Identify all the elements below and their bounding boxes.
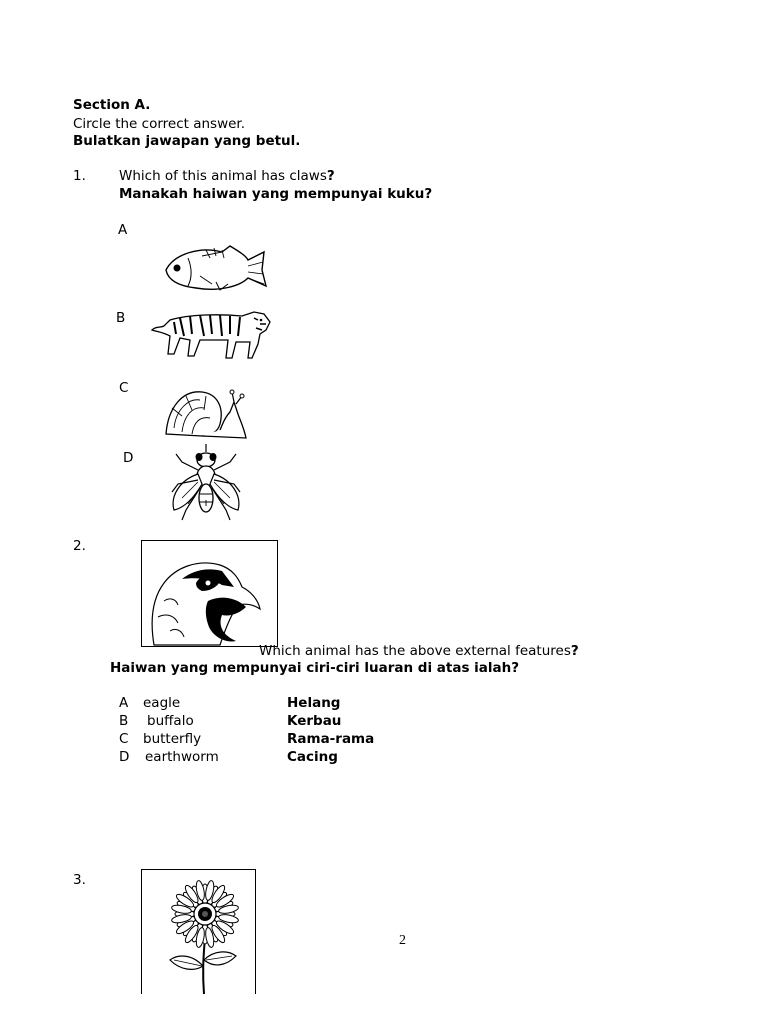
question-1-text-english: Which of this animal has claws? (119, 168, 335, 184)
answer-b-letter: B (119, 713, 129, 729)
snail-icon[interactable] (162, 388, 250, 442)
option-d-letter[interactable]: D (123, 450, 134, 466)
answer-c-english: butterfly (143, 731, 202, 747)
eagle-head-icon (142, 541, 277, 646)
question-1-number: 1. (73, 168, 86, 184)
fish-icon[interactable] (160, 238, 270, 296)
option-a-letter[interactable]: A (118, 222, 128, 238)
answer-c-malay: Rama-rama (287, 731, 375, 747)
answer-d-english: earthworm (145, 749, 219, 765)
instruction-english: Circle the correct answer. (73, 116, 246, 132)
answer-c-letter: C (119, 731, 129, 747)
instruction-malay: Bulatkan jawapan yang betul. (73, 133, 301, 149)
question-2-text-english: Which animal has the above external features? (259, 643, 579, 659)
question-2-text-malay: Haiwan yang mempunyai ciri-ciri luaran di atas ialah? (110, 660, 520, 676)
answer-a-malay: Helang (287, 695, 341, 711)
fly-icon[interactable] (168, 440, 244, 524)
answer-b-english: buffalo (147, 713, 194, 729)
option-c-letter[interactable]: C (119, 380, 129, 396)
answer-a-letter: A (119, 695, 129, 711)
option-b-letter[interactable]: B (116, 310, 126, 326)
sunflower-icon (142, 870, 255, 994)
answer-d-letter: D (119, 749, 130, 765)
question-1-text-malay: Manakah haiwan yang mempunyai kuku? (119, 186, 433, 202)
answer-b-malay: Kerbau (287, 713, 342, 729)
eagle-image-frame (141, 540, 278, 647)
answer-a-english: eagle (143, 695, 181, 711)
question-2-number: 2. (73, 538, 86, 554)
answer-d-malay: Cacing (287, 749, 338, 765)
page-number: 2 (399, 933, 406, 948)
section-title: Section A. (73, 97, 151, 113)
tiger-icon[interactable] (150, 306, 272, 364)
sunflower-image-frame (141, 869, 256, 994)
question-3-number: 3. (73, 872, 86, 888)
